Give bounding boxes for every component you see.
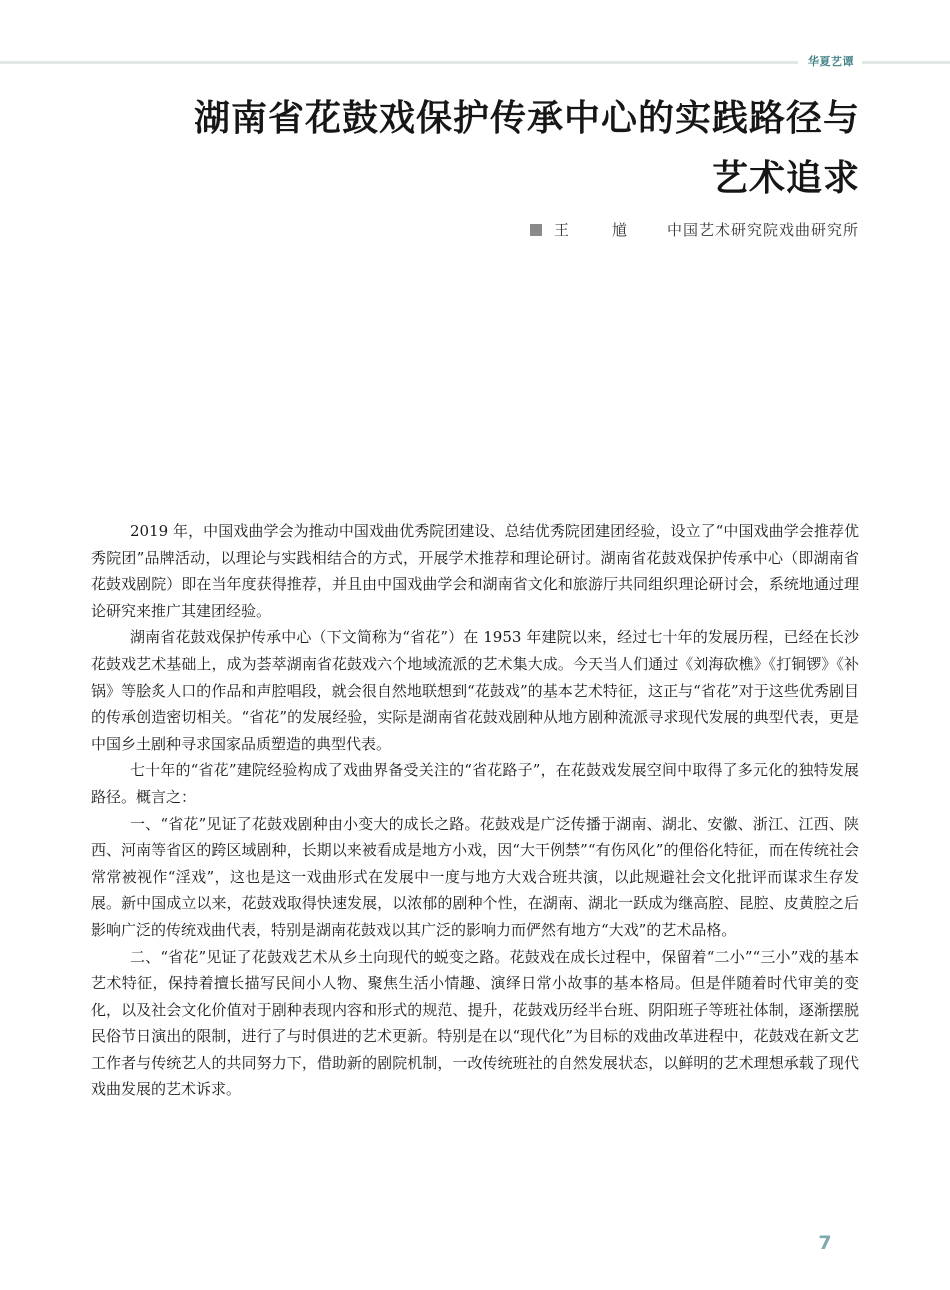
article-title <box>90 88 860 208</box>
byline-square-marker <box>530 224 542 236</box>
body-paragraph: 湖南省花鼓戏保护传承中心（下文简称为“省花”）在 1953 年建院以来，经过七十年的发展历程，已经在长沙花鼓戏艺术基础上，成为荟萃湖南省花鼓戏六个地域流派的艺术集大成。今天当人们通过《刘海砍樵》《打铜锣》《补锅》等脍炙人口的作品和声腔唱段，就会很自然地联想到“花鼓戏”的基本艺术特征，这正与“省花”对于这些优秀剧目的传承创造密切相关。“省花”的发展经验，实际是湖南省花鼓戏剧种从地方剧种流派寻求现代发展的典型代表，更是中国乡土剧种寻求国家品质塑造的典型代表。 <box>91 628 859 753</box>
author-name: 王 馗 <box>553 221 641 239</box>
author-affiliation: 中国艺术研究院戏曲研究所 <box>666 221 859 239</box>
article-title-line-2: 艺术追求 <box>711 157 860 199</box>
article-title-line-1: 湖南省花鼓戏保护传承中心的实践路径与 <box>193 97 860 139</box>
body-paragraph: 一、“省花”见证了花鼓戏剧种由小变大的成长之路。花鼓戏是广泛传播于湖南、湖北、安徽、浙江、江西、陕西、河南等省区的跨区域剧种，长期以来被看成是地方小戏，因“大干例禁”“有伤风化”的俚俗化特征，而在传统社会常常被视作“淫戏”，这也是这一戏曲形式在发展中一度与地方大戏合班共演，以此规避社会文化批评而谋求生存发展。新中国成立以来，花鼓戏取得快速发展，以浓郁的剧种个性，在湖南、湖北一跃成为继高腔、昆腔、皮黄腔之后影响广泛的传统戏曲代表，特别是湖南花鼓戏以其广泛的影响力而俨然有地方“大戏”的艺术品格。 <box>91 814 859 939</box>
body-paragraph: 2019 年，中国戏曲学会为推动中国戏曲优秀院团建设、总结优秀院团建团经验，设立了“中国戏曲学会推荐优秀院团”品牌活动，以理论与实践相结合的方式，开展学术推荐和理论研讨。湖南省花鼓戏保护传承中心（即湖南省花鼓戏剧院）即在当年度获得推荐，并且由中国戏曲学会和湖南省文化和旅游厅共同组织理论研讨会，系统地通过理论研究来推广其建团经验。 <box>91 522 859 620</box>
body-paragraph: 七十年的“省花”建院经验构成了戏曲界备受关注的“省花路子”，在花鼓戏发展空间中取得了多元化的独特发展路径。概言之： <box>91 761 859 806</box>
page-number: 7 <box>818 1232 832 1254</box>
body-paragraph: 二、“省花”见证了花鼓戏艺术从乡土向现代的蜕变之路。花鼓戏在成长过程中，保留着“二小”“三小”戏的基本艺术特征，保持着擅长描写民间小人物、聚焦生活小情趣、演绎日常小故事的基本格局。但是伴随着时代审美的变化，以及社会文化价值对于剧种表现内容和形式的规范、提升，花鼓戏历经半台班、阴阳班子等班社体制，逐渐摆脱民俗节日演出的限制，进行了与时俱进的艺术更新。特别是在以“现代化”为目标的戏曲改革进程中，花鼓戏在新文艺工作者与传统艺人的共同努力下，借助新的剧院机制，一改传统班社的自然发展状态，以鲜明的艺术理想承载了现代戏曲发展的艺术诉求。 <box>91 947 859 1099</box>
byline <box>530 219 859 240</box>
header-rule-left <box>0 61 798 64</box>
header-rule-right <box>862 61 950 64</box>
article-body <box>91 518 859 1103</box>
column-label: 华夏艺谭 <box>808 55 854 68</box>
